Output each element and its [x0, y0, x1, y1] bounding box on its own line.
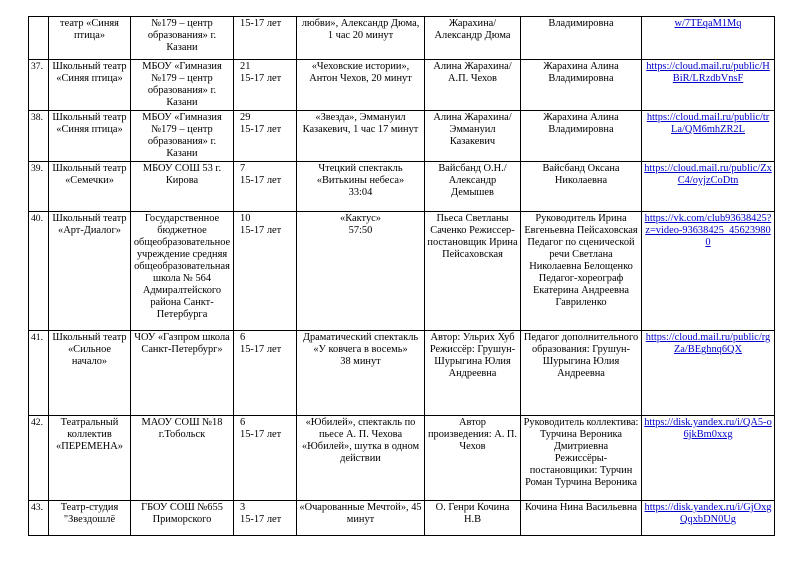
- theatre-name: театр «Синяя птица»: [49, 17, 131, 60]
- theatre-name: Школьный театр «Арт-Диалог»: [49, 212, 131, 331]
- performance: «Очарованные Мечтой», 45 минут: [297, 501, 425, 536]
- table-row: [29, 416, 775, 501]
- author: Автор произведения: А. П. Чехов: [425, 416, 521, 501]
- performance: Чтецкий спектакль «Витькины небеса» 33:04: [297, 162, 425, 212]
- leader: Руководитель Ирина Евгеньевна Пейсаховская Педагог по сценической речи Светлана Николаевна Белощенко Педагог-хореограф Екатерина Андреевна Гавриленко: [521, 212, 642, 331]
- video-link[interactable]: https://vk.com/club93638425?z=video-93638425_456239800: [644, 213, 772, 248]
- theatre-name: Театральный коллектив «ПЕРЕМЕНА»: [49, 416, 131, 501]
- leader: Педагог дополнительного образования: Грушун-Шурыгина Юлия Андреевна: [521, 331, 642, 416]
- leader: Жарахина Алина Владимировна: [521, 60, 642, 111]
- row-number: 41.: [29, 331, 49, 416]
- row-number: 42.: [29, 416, 49, 501]
- table-row: [29, 212, 775, 331]
- age-group: 15-17 лет: [234, 17, 297, 60]
- table-row: [29, 162, 775, 212]
- leader: Вайсбанд Оксана Николаевна: [521, 162, 642, 212]
- age-group: 3 15-17 лет: [234, 501, 297, 536]
- age-group: 7 15-17 лет: [234, 162, 297, 212]
- row-number: 38.: [29, 111, 49, 162]
- performance: «Звезда», Эммануил Казакевич, 1 час 17 минут: [297, 111, 425, 162]
- row-number: [29, 17, 49, 60]
- author: Автор: Ульрих Хуб Режиссёр: Грушун-Шурыгина Юлия Андреевна: [425, 331, 521, 416]
- video-link[interactable]: https://disk.yandex.ru/i/GjOxgQqxbDN0Ug: [644, 502, 772, 525]
- video-link[interactable]: https://cloud.mail.ru/public/rgZa/BEghnq6QX: [645, 332, 771, 355]
- performance: любви», Александр Дюма, 1 час 20 минут: [297, 17, 425, 60]
- performances-table: [28, 16, 775, 536]
- author: Жарахина/ Александр Дюма: [425, 17, 521, 60]
- performance: «Юбилей», спектакль по пьесе А. П. Чехова «Юбилей», шутка в одном действии: [297, 416, 425, 501]
- author: Пьеса Светланы Саченко Режиссер-постановщик Ирина Пейсаховская: [425, 212, 521, 331]
- organization: МАОУ СОШ №18 г.Тобольск: [131, 416, 234, 501]
- theatre-name: Школьный театр «Сильное начало»: [49, 331, 131, 416]
- table-row: [29, 60, 775, 111]
- performance: «Кактус» 57:50: [297, 212, 425, 331]
- organization: ГБОУ СОШ №655 Приморского: [131, 501, 234, 536]
- theatre-name: Школьный театр «Синяя птица»: [49, 111, 131, 162]
- leader: Владимировна: [521, 17, 642, 60]
- table-row: [29, 501, 775, 536]
- organization: №179 – центр образования» г. Казани: [131, 17, 234, 60]
- leader: Жарахина Алина Владимировна: [521, 111, 642, 162]
- video-link[interactable]: https://cloud.mail.ru/public/HBiR/LRzdbVnsF: [646, 61, 770, 84]
- row-number: 43.: [29, 501, 49, 536]
- table-row: [29, 111, 775, 162]
- organization: Государственное бюджетное общеобразовательное учреждение средняя общеобразовательная школа № 564 Адмиралтейского района Санкт-Петербурга: [131, 212, 234, 331]
- organization: МБОУ СОШ 53 г. Кирова: [131, 162, 234, 212]
- theatre-name: Школьный театр «Семечки»: [49, 162, 131, 212]
- performance: «Чеховские истории», Антон Чехов, 20 минут: [297, 60, 425, 111]
- video-link[interactable]: https://cloud.mail.ru/public/ZxC4/oyjzCoDtn: [644, 163, 772, 186]
- leader: Руководитель коллектива: Турчина Вероника Дмитриевна Режиссёры-постановщики: Турчин Роман Турчина Вероника: [521, 416, 642, 501]
- video-link[interactable]: https://cloud.mail.ru/public/trLa/QM6mhZR2L: [646, 112, 770, 135]
- author: Алина Жарахина/ Эммануил Казакевич: [425, 111, 521, 162]
- video-link[interactable]: w/7TEqaM1Mq: [674, 18, 742, 29]
- row-number: 39.: [29, 162, 49, 212]
- theatre-name: Театр-студия "Звездошлё: [49, 501, 131, 536]
- age-group: 6 15-17 лет: [234, 416, 297, 501]
- organization: МБОУ «Гимназия №179 – центр образования» г. Казани: [131, 111, 234, 162]
- author: Вайсбанд О.Н./ Александр Демышев: [425, 162, 521, 212]
- organization: МБОУ «Гимназия №179 – центр образования» г. Казани: [131, 60, 234, 111]
- table-row: [29, 331, 775, 416]
- age-group: 10 15-17 лет: [234, 212, 297, 331]
- age-group: 29 15-17 лет: [234, 111, 297, 162]
- author: Алина Жарахина/ А.П. Чехов: [425, 60, 521, 111]
- row-number: 40.: [29, 212, 49, 331]
- author: О. Генри Кочина Н.В: [425, 501, 521, 536]
- organization: ЧОУ «Газпром школа Санкт-Петербург»: [131, 331, 234, 416]
- row-number: 37.: [29, 60, 49, 111]
- age-group: 21 15-17 лет: [234, 60, 297, 111]
- theatre-name: Школьный театр «Синяя птица»: [49, 60, 131, 111]
- table-row: [29, 17, 775, 60]
- leader: Кочина Нина Васильевна: [521, 501, 642, 536]
- performance: Драматический спектакль «У ковчега в восемь» 38 минут: [297, 331, 425, 416]
- video-link[interactable]: https://disk.yandex.ru/i/QA5-o6jkBm0xxg: [644, 417, 772, 440]
- age-group: 6 15-17 лет: [234, 331, 297, 416]
